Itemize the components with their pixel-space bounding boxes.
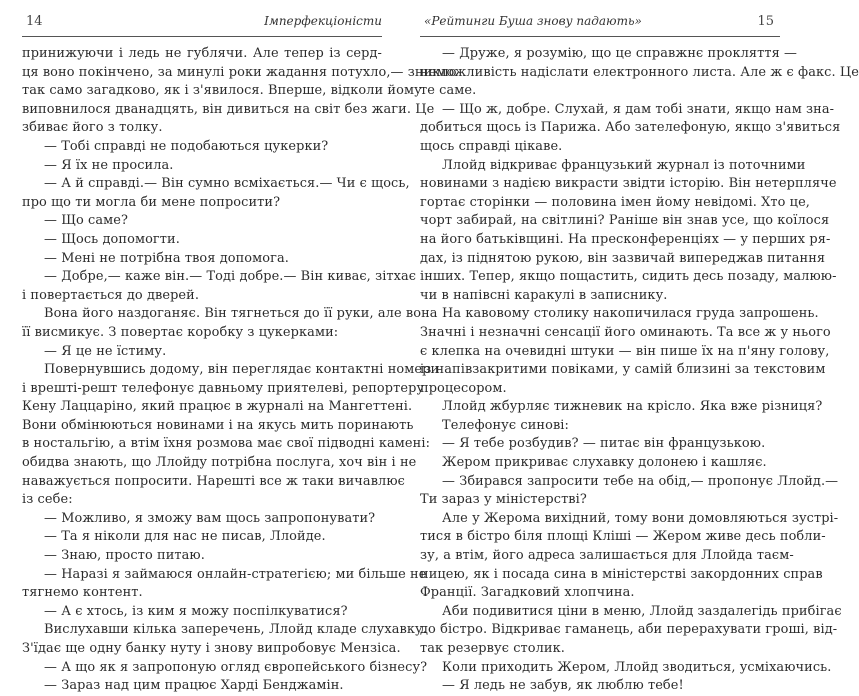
text-line: — Та я ніколи для нас не писав, Ллойде. bbox=[44, 529, 326, 545]
text-line: — Зараз над цим працює Харді Бенджамін. bbox=[44, 678, 344, 694]
text-line: Вислухавши кілька заперечень, Ллойд кладе слухавку. bbox=[44, 622, 427, 638]
text-line: — Що саме? bbox=[44, 213, 129, 229]
text-line: обидва знають, що Ллойду потрібна послуга, хоч він і не bbox=[22, 455, 417, 471]
text-line: і повертається до дверей. bbox=[22, 287, 200, 303]
text-line: так резервує столик. bbox=[420, 641, 565, 656]
text-line: дах, із піднятою рукою, він зазвичай випереджав питання bbox=[420, 250, 826, 266]
text-line: процесором. bbox=[420, 380, 507, 396]
text-line: принижуючи і ледь не гублячи. Але тепер із серд- bbox=[22, 46, 382, 61]
text-line: — Щось допомогти. bbox=[44, 231, 180, 247]
right-page-body bbox=[420, 45, 859, 696]
text-line: — Що ж, добре. Слухай, я дам тобі знати, якщо нам зна- bbox=[442, 101, 835, 117]
text-line: — А що як я запропоную огляд європейського бізнесу? bbox=[44, 659, 428, 675]
text-line: Телефонує синові: bbox=[442, 417, 569, 433]
text-line: — Мені не потрібна твоя допомога. bbox=[44, 250, 289, 266]
text-line: тягнемо контент. bbox=[22, 585, 143, 601]
left-page-number: 14 bbox=[26, 14, 43, 29]
text-line: Ллойд жбурляє тижневик на крісло. Яка вже різниця? bbox=[442, 399, 823, 415]
text-line: про що ти могла би мене попросити? bbox=[22, 194, 281, 210]
text-line: З'їдає ще одну банку нуту і знову випробовує Мензіса. bbox=[22, 641, 401, 656]
text-line: Повернувшись додому, він переглядає контактні номери bbox=[44, 362, 440, 378]
text-line: Ти зараз у міністерстві? bbox=[420, 492, 587, 508]
text-line: — А й справді.— Він сумно всміхається.— Чи є щось, bbox=[44, 176, 410, 192]
text-line: — Я їх не просила. bbox=[44, 157, 174, 173]
text-line: Франції. Загадковий хлопчина. bbox=[420, 585, 635, 601]
text-line: є клепка на очевидні штуки — він пише їх на п'яну голову, bbox=[420, 343, 830, 359]
text-line: На кавовому столику накопичилася груда запрошень. bbox=[442, 306, 819, 322]
text-line: із себе: bbox=[22, 492, 73, 508]
text-line: — А є хтось, із ким я можу поспілкуватися? bbox=[44, 603, 348, 619]
text-line: — Я ледь не забув, як люблю тебе! bbox=[442, 678, 684, 694]
text-line: Жером прикриває слухавку долонею і кашляє. bbox=[442, 455, 767, 471]
text-line: збиває його з толку. bbox=[22, 120, 163, 136]
left-header-rule bbox=[22, 36, 382, 37]
text-line: Значні і незначні сенсації його оминають. Та все ж у нього bbox=[420, 324, 831, 340]
text-line: тися в бістро біля площі Кліші — Жером живе десь побли- bbox=[420, 529, 826, 545]
text-line: Аби подивитися ціни в меню, Ллойд заздалегідь прибігає bbox=[442, 603, 842, 619]
text-line: неможливість надіслати електронного листа. Але ж є факс. Це bbox=[420, 64, 859, 80]
text-line: зу, а втім, його адреса залишається для Ллойда таєм- bbox=[420, 548, 794, 564]
right-header-rule bbox=[420, 36, 780, 37]
text-line: — Тобі справді не подобаються цукерки? bbox=[44, 138, 329, 154]
text-line: Вона його наздоганяє. Він тягнеться до її руки, але вона bbox=[44, 306, 438, 322]
text-line: так само загадково, як і з'явилося. Вперше, відколи йому bbox=[22, 83, 422, 99]
text-line: чи в напівсні каракулі в записнику. bbox=[420, 287, 668, 303]
text-line: наважується попросити. Нарешті все ж таки вичавлює bbox=[22, 473, 405, 489]
text-line: Кену Лаццаріно, який працює в журналі на Мангеттені. bbox=[22, 399, 413, 415]
text-line: — Наразі я займаюся онлайн-стратегією; ми більше не bbox=[44, 566, 427, 582]
text-line: добиться щось із Парижа. Або зателефоную, якщо з'явиться bbox=[420, 120, 841, 136]
text-line: Ллойд відкриває французький журнал із поточними bbox=[442, 157, 806, 173]
right-page bbox=[420, 0, 859, 694]
text-line: — Знаю, просто питаю. bbox=[44, 548, 205, 564]
text-line: новинами з надією викрасти звідти історію. Він нетерпляче bbox=[420, 176, 837, 192]
right-page-number: 15 bbox=[757, 14, 774, 29]
text-line: — Друже, я розумію, що це справжнє прокляття — bbox=[442, 46, 798, 61]
text-line: — Я тебе розбудив? — питає він французькою. bbox=[442, 436, 766, 452]
text-line: в ностальгію, а втім їхня розмова має свої підводні камені: bbox=[22, 436, 431, 452]
text-line: із напівзакритими повіками, у самій близині за текстовим bbox=[420, 362, 826, 378]
text-line: щось справді цікаве. bbox=[420, 138, 563, 154]
text-line: гортає сторінки — половина імен йому невідомі. Хто це, bbox=[420, 194, 810, 210]
left-running-title: Імперфекціоністи bbox=[264, 14, 382, 28]
text-line: Вони обмінюються новинами і на якусь мить поринають bbox=[22, 417, 414, 433]
text-line: ницею, як і посада сина в міністерстві закордонних справ bbox=[420, 566, 823, 582]
text-line: — Добре,— каже він.— Тоді добре.— Він киває, зітхає bbox=[44, 269, 417, 285]
text-line: Але у Жерома вихідний, тому вони домовляються зустрі- bbox=[442, 510, 839, 526]
text-line: інших. Тепер, якщо пощастить, сидить десь позаду, малюю- bbox=[420, 269, 837, 285]
text-line: її висмикує. З повертає коробку з цукерками: bbox=[22, 324, 339, 340]
text-line: чорт забирай, на світлині? Раніше він знав усе, що коїлося bbox=[420, 213, 830, 229]
text-line: ця воно покінчено, за минулі роки жадання потухло,— зникло bbox=[22, 64, 457, 80]
text-line: — Збирався запросити тебе на обід,— пропонує Ллойд.— bbox=[442, 473, 839, 489]
text-line: і врешті-решт телефонує давньому приятелеві, репортеру bbox=[22, 380, 425, 396]
text-line: — Можливо, я зможу вам щось запропонувати? bbox=[44, 510, 376, 526]
text-line: на його батьківщині. На пресконференціях — у перших ря- bbox=[420, 231, 831, 247]
text-line: виповнилося дванадцять, він дивиться на світ без жаги. Це bbox=[22, 101, 435, 117]
text-line: до бістро. Відкриває гаманець, аби перерахувати гроші, від- bbox=[420, 622, 838, 638]
text-line: те саме. bbox=[420, 83, 477, 99]
right-running-title: «Рейтинги Буша знову падають» bbox=[424, 14, 642, 28]
text-line: Коли приходить Жером, Ллойд зводиться, усміхаючись. bbox=[442, 659, 832, 675]
text-line: — Я це не їстиму. bbox=[44, 343, 167, 359]
